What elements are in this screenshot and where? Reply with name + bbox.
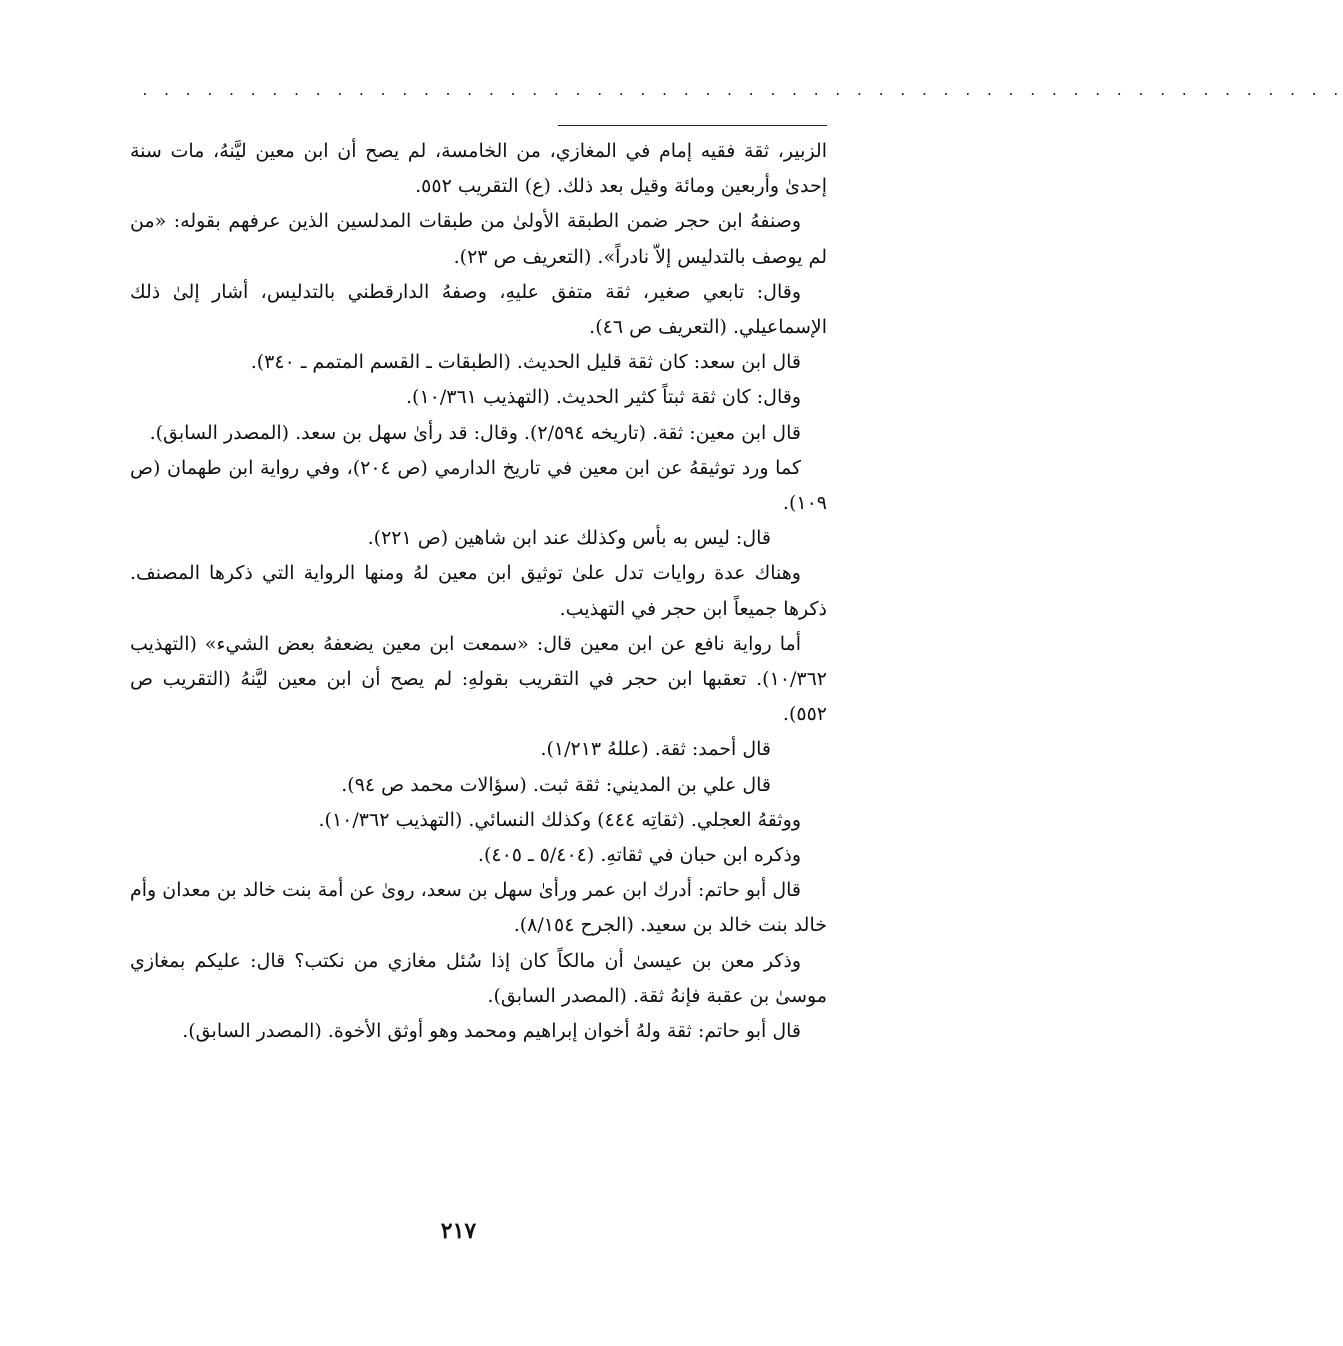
paragraph: قال علي بن المديني: ثقة ثبت. (سؤالات محمد ص ٩٤). <box>341 773 771 796</box>
paragraph: أما رواية نافع عن ابن معين قال: «سمعت ابن معين يضعفهُ بعض الشيء» (التهذيب ١٠/٣٦٢). تعقبها ابن حجر في التقريب بقولهِ: لم يصح أن ابن معين ليَّنهُ (التقريب ص ٥٥٢). <box>130 632 827 726</box>
paragraph: قال أحمد: ثقة. (عللهُ ١/٢١٣). <box>540 738 771 761</box>
paragraph: وصنفهُ ابن حجر ضمن الطبقة الأولىٰ من طبقات المدلسين الذين عرفهم بقوله: «من لم يوصف بالتدليس إلاّ نادراً». (التعريف ص ٢٣). <box>130 210 827 268</box>
paragraph: الزبير، ثقة فقيه إمام في المغازي، من الخامسة، لم يصح أن ابن معين ليَّنهُ، مات سنة إحدىٰ وأربعين ومائة وقيل بعد ذلك. (ع) التقريب ٥٥٢. <box>130 140 827 198</box>
paragraph: وذكره ابن حبان في ثقاتهِ. (٥/٤٠٤ ـ ٤٠٥). <box>477 844 801 867</box>
footnote-text-body <box>130 134 827 1049</box>
paragraph: وذكر معن بن عيسىٰ أن مالكاً كان إذا سُئل مغازي من نكتب؟ قال: عليكم بمغازي موسىٰ بن عقبة فإنهُ ثقة. (المصدر السابق). <box>130 949 827 1007</box>
paragraph: قال ابن سعد: كان ثقة قليل الحديث. (الطبقات ـ القسم المتمم ـ ٣٤٠). <box>250 351 801 374</box>
paragraph: وقال: كان ثقة ثبتاً كثير الحديث. (التهذيب ١٠/٣٦١). <box>405 386 801 409</box>
paragraph: قال: ليس به بأس وكذلك عند ابن شاهين (ص ٢٢١). <box>367 527 771 550</box>
page-number: ٢١٧ <box>440 1218 477 1244</box>
paragraph: قال ابن معين: ثقة. (تاريخه ٢/٥٩٤). وقال: قد رأىٰ سهل بن سعد. (المصدر السابق). <box>149 421 801 444</box>
header-dotted-line: . . . . . . . . . . . . . . . . . . . . . . . . . . . . . . . . . . . . . . . . . . . . . . . . . . . . . . . . <box>141 84 1343 99</box>
paragraph: وقال: تابعي صغير، ثقة متفق عليهِ، وصفهُ الدارقطني بالتدليس، أشار إلىٰ ذلك الإسماعيلي. (التعريف ص ٤٦). <box>130 280 827 339</box>
paragraph: كما ورد توثيقهُ عن ابن معين في تاريخ الدارمي (ص ٢٠٤)، وفي رواية ابن طهمان (ص ١٠٩). <box>130 456 827 515</box>
paragraph: قال أبو حاتم: ثقة ولهُ أخوان إبراهيم ومحمد وهو أوثق الأخوة. (المصدر السابق). <box>182 1020 801 1043</box>
paragraph: ووثقهُ العجلي. (ثقاتِه ٤٤٤) وكذلك النسائي. (التهذيب ١٠/٣٦٢). <box>318 808 801 831</box>
footnote-separator-rule <box>558 125 827 126</box>
paragraph: وهناك عدة روايات تدل علىٰ توثيق ابن معين لهُ ومنها الرواية التي ذكرها المصنف. ذكرها جميعاً ابن حجر في التهذيب. <box>130 562 827 620</box>
paragraph: قال أبو حاتم: أدرك ابن عمر ورأىٰ سهل بن سعد، روىٰ عن أمة بنت خالد بن معدان وأم خالد بنت خالد بن سعيد. (الجرح ٨/١٥٤). <box>130 879 827 937</box>
